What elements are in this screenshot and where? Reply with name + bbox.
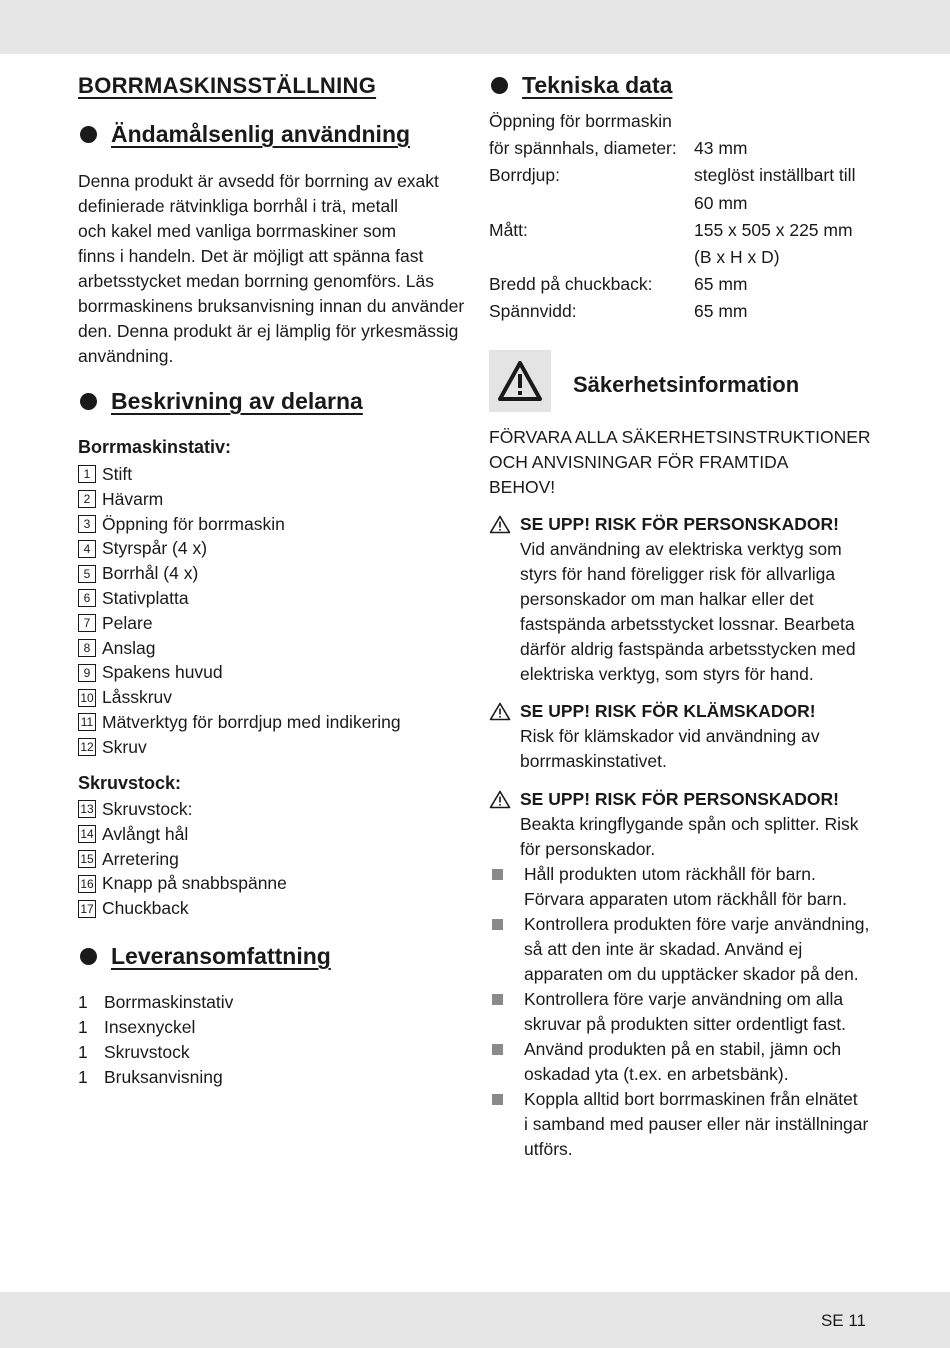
spec-key xyxy=(489,244,694,271)
section-title: Beskrivning av delarna xyxy=(111,388,363,414)
item-quantity: 1 xyxy=(78,992,88,1012)
spec-key: Bredd på chuckback: xyxy=(489,274,653,295)
bullet-dot-icon xyxy=(80,393,97,410)
part-number: 6 xyxy=(78,589,96,607)
part-number: 13 xyxy=(78,800,96,818)
item-label: Borrmaskinstativ xyxy=(104,992,234,1012)
square-bullet-icon xyxy=(492,1044,503,1055)
list-item xyxy=(78,847,287,872)
table-row xyxy=(489,217,855,244)
intended-use-text xyxy=(78,169,468,369)
list-item xyxy=(78,561,401,586)
page-title: BORRMASKINSSTÄLLNING xyxy=(78,73,377,98)
text-line: definierade rätvinkliga borrhål i trä, metall xyxy=(78,196,399,216)
warning-text xyxy=(520,724,820,774)
text-line: användning. xyxy=(78,346,174,366)
part-label: Borrhål (4 x) xyxy=(102,563,199,584)
text-line: Beakta kringflygande spån och splitter. Risk xyxy=(520,814,859,834)
spec-value: 155 x 505 x 225 mm xyxy=(694,219,853,240)
keep-instructions-text xyxy=(489,425,871,500)
part-number: 2 xyxy=(78,490,96,508)
safety-bullet-list xyxy=(489,862,869,1162)
item-label: Skruvstock xyxy=(104,1042,190,1062)
tech-spec-table xyxy=(489,108,855,326)
stand-subheading: Borrmaskinstativ: xyxy=(78,437,232,457)
item-quantity: 1 xyxy=(78,1042,88,1062)
square-bullet-icon xyxy=(492,1094,503,1105)
part-label: Anslag xyxy=(102,637,156,658)
part-number: 17 xyxy=(78,900,96,918)
part-label: Styrspår (4 x) xyxy=(102,538,208,559)
section-heading-parts xyxy=(80,388,363,415)
text-line: borrmaskinstativet. xyxy=(520,751,667,771)
spec-value: (B x H x D) xyxy=(694,247,780,268)
table-row xyxy=(489,108,855,135)
section-title: Leveransomfattning xyxy=(111,943,331,969)
list-item xyxy=(78,797,287,822)
text-line: så att den inte är skadad. Använd ej xyxy=(524,939,803,959)
part-number: 12 xyxy=(78,738,96,756)
spec-value: steglöst inställbart till xyxy=(694,165,856,186)
text-line: elektriska verktyg, som styrs för hand. xyxy=(520,664,814,684)
text-line: oskadad yta (t.ex. en arbetsbänk). xyxy=(524,1064,789,1084)
part-number: 10 xyxy=(78,689,96,707)
spec-value xyxy=(694,108,855,135)
part-number: 14 xyxy=(78,825,96,843)
list-item xyxy=(78,990,233,1015)
square-bullet-icon xyxy=(492,869,503,880)
list-item xyxy=(78,1065,233,1090)
section-title: Ändamålsenlig användning xyxy=(111,121,411,147)
vise-subheading: Skruvstock: xyxy=(78,773,182,793)
safety-heading: Säkerhetsinformation xyxy=(573,372,800,397)
section-heading-delivery xyxy=(80,943,331,970)
list-item xyxy=(489,862,869,912)
warning-triangle-icon xyxy=(489,787,511,809)
list-item xyxy=(78,660,401,685)
part-label: Chuckback xyxy=(102,898,189,919)
part-number: 15 xyxy=(78,850,96,868)
warning-text xyxy=(520,812,859,862)
list-item xyxy=(78,1015,233,1040)
spec-value: 65 mm xyxy=(694,301,748,322)
text-line: apparaten om du upptäcker skador på den. xyxy=(524,964,859,984)
text-line: Koppla alltid bort borrmaskinen från elnätet xyxy=(524,1089,858,1109)
part-label: Knapp på snabbspänne xyxy=(102,873,287,894)
list-item xyxy=(78,512,401,537)
part-label: Avlångt hål xyxy=(102,823,189,844)
warning-title: SE UPP! RISK FÖR PERSONSKADOR! xyxy=(520,514,839,534)
text-line: Vid användning av elektriska verktyg som xyxy=(520,539,842,559)
bullet-dot-icon xyxy=(491,77,508,94)
warning-triangle-icon xyxy=(497,360,543,402)
part-label: Arretering xyxy=(102,848,179,869)
vise-parts-list xyxy=(78,797,287,921)
part-label: Spakens huvud xyxy=(102,662,223,683)
part-number: 8 xyxy=(78,639,96,657)
text-line: finns i handeln. Det är möjligt att spänna fast xyxy=(78,246,424,266)
section-heading-tech xyxy=(491,72,672,99)
part-number: 4 xyxy=(78,540,96,558)
part-number: 7 xyxy=(78,614,96,632)
warning-text xyxy=(520,537,856,687)
table-row xyxy=(489,190,855,217)
text-line: borrmaskinens bruksanvisning innan du använder xyxy=(78,296,465,316)
list-item xyxy=(489,1037,869,1087)
list-item xyxy=(78,611,401,636)
list-item xyxy=(489,912,869,987)
text-line: styrs för hand föreligger risk för allvarliga xyxy=(520,564,836,584)
warning-box xyxy=(489,350,551,412)
part-label: Öppning för borrmaskin xyxy=(102,513,285,534)
list-item xyxy=(78,636,401,661)
text-line: skruvar på produkten sitter ordentligt fast. xyxy=(524,1014,846,1034)
list-item xyxy=(78,735,401,760)
list-item xyxy=(78,710,401,735)
warning-block xyxy=(489,699,820,774)
table-row xyxy=(489,135,855,162)
stand-parts-list xyxy=(78,462,401,760)
spec-key: Öppning för borrmaskin xyxy=(489,111,672,131)
part-label: Skruvstock: xyxy=(102,799,193,819)
bullet-dot-icon xyxy=(80,948,97,965)
text-line: Håll produkten utom räckhåll för barn. xyxy=(524,864,816,884)
spec-value: 43 mm xyxy=(694,138,748,159)
spec-key: Spännvidd: xyxy=(489,301,577,322)
list-item xyxy=(78,822,287,847)
part-label: Låsskruv xyxy=(102,687,173,708)
text-line: Förvara apparaten utom räckhåll för barn. xyxy=(524,889,847,909)
section-heading-intended-use xyxy=(80,121,410,148)
delivery-list xyxy=(78,990,233,1090)
spec-key: för spännhals, diameter: xyxy=(489,138,677,159)
text-line: fastspända arbetsstycket lossnar. Bearbeta xyxy=(520,614,855,634)
text-line: Kontrollera produkten före varje användning, xyxy=(524,914,870,934)
section-title: Tekniska data xyxy=(522,72,673,98)
list-item xyxy=(78,1040,233,1065)
list-item xyxy=(78,871,287,896)
table-row xyxy=(489,298,855,325)
part-number: 1 xyxy=(78,465,96,483)
spec-value: 60 mm xyxy=(694,192,748,213)
table-row xyxy=(489,244,855,271)
text-line: arbetsstycket medan borrning genomförs. Läs xyxy=(78,271,435,291)
text-line: Kontrollera före varje användning om alla xyxy=(524,989,844,1009)
text-line: i samband med pauser eller när inställningar xyxy=(524,1114,869,1134)
item-label: Bruksanvisning xyxy=(104,1067,223,1087)
part-label: Mätverktyg för borrdjup med indikering xyxy=(102,711,401,732)
warning-triangle-icon xyxy=(489,699,511,721)
page-footer-band xyxy=(0,1292,950,1348)
text-line: BEHOV! xyxy=(489,477,556,497)
list-item xyxy=(78,487,401,512)
list-item xyxy=(78,685,401,710)
warning-block xyxy=(489,787,859,862)
text-line: därför aldrig fastspända arbetsstycken med xyxy=(520,639,856,659)
text-line: Risk för klämskador vid användning av xyxy=(520,726,820,746)
part-number: 16 xyxy=(78,875,96,893)
part-number: 11 xyxy=(78,713,96,731)
list-item xyxy=(78,462,401,487)
part-label: Pelare xyxy=(102,612,153,633)
part-number: 9 xyxy=(78,664,96,682)
square-bullet-icon xyxy=(492,994,503,1005)
part-label: Stativplatta xyxy=(102,587,189,608)
text-line: personskador om man halkar eller det xyxy=(520,589,814,609)
text-line: den. Denna produkt är ej lämplig för yrkesmässig xyxy=(78,321,459,341)
text-line: Denna produkt är avsedd för borrning av exakt xyxy=(78,171,439,191)
item-label: Insexnyckel xyxy=(104,1017,196,1037)
spec-value: 65 mm xyxy=(694,274,748,295)
list-item xyxy=(78,896,287,921)
part-label: Skruv xyxy=(102,736,147,757)
text-line: och kakel med vanliga borrmaskiner som xyxy=(78,221,397,241)
text-line: Använd produkten på en stabil, jämn och xyxy=(524,1039,842,1059)
spec-key: Borrdjup: xyxy=(489,165,561,186)
list-item xyxy=(78,536,401,561)
spec-key: Mått: xyxy=(489,219,528,240)
table-row xyxy=(489,271,855,298)
text-line: OCH ANVISNINGAR FÖR FRAMTIDA xyxy=(489,452,789,472)
bullet-dot-icon xyxy=(80,126,97,143)
text-line: FÖRVARA ALLA SÄKERHETSINSTRUKTIONER xyxy=(489,427,871,447)
spec-key xyxy=(489,190,694,217)
warning-triangle-icon xyxy=(489,512,511,534)
warning-title: SE UPP! RISK FÖR KLÄMSKADOR! xyxy=(520,701,816,721)
list-item xyxy=(489,987,869,1037)
item-quantity: 1 xyxy=(78,1067,88,1087)
part-number: 5 xyxy=(78,565,96,583)
text-line: för personskador. xyxy=(520,839,656,859)
text-line: utförs. xyxy=(524,1139,573,1159)
list-item xyxy=(489,1087,869,1162)
square-bullet-icon xyxy=(492,919,503,930)
warning-title: SE UPP! RISK FÖR PERSONSKADOR! xyxy=(520,789,839,809)
table-row xyxy=(489,162,855,189)
part-label: Hävarm xyxy=(102,488,164,509)
part-number: 3 xyxy=(78,515,96,533)
page-header-band xyxy=(0,0,950,54)
item-quantity: 1 xyxy=(78,1017,88,1037)
page-number: SE 11 xyxy=(820,1311,866,1330)
warning-block xyxy=(489,512,856,687)
part-label: Stift xyxy=(102,464,133,484)
list-item xyxy=(78,586,401,611)
